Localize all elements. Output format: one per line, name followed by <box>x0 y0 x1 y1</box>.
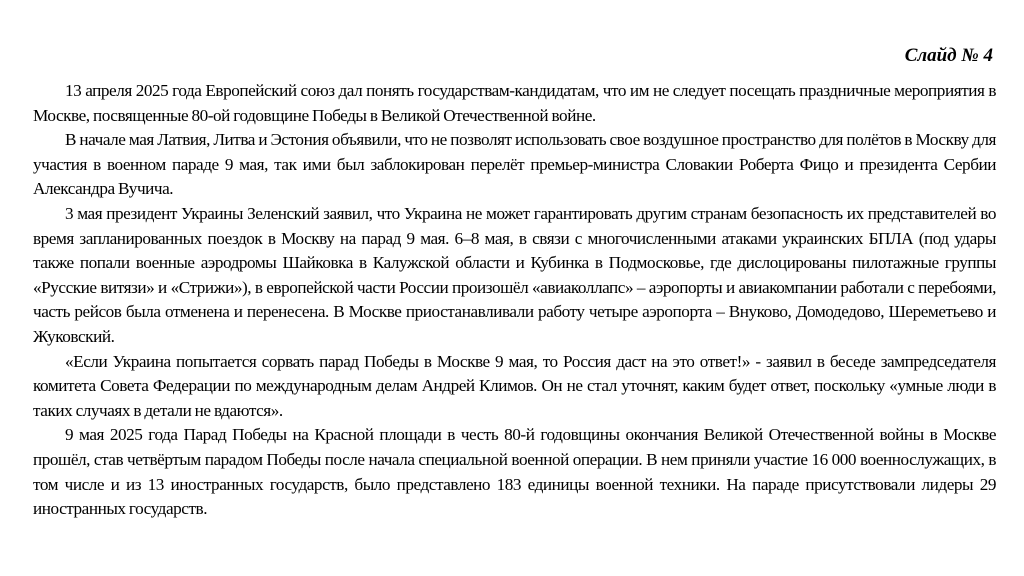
paragraph-victory-parade: 9 мая 2025 года Парад Победы на Красной площади в честь 80-й годовщины окончания Великой Отечественной войны в Москве прошёл, став четвёртым парадом Победы после начала специальной военной операции. В нем приняли участие 16 000 военнослужащих, в том числе и из 13 иностранных государств, было представлено 183 единицы военной техники. На параде присутствовали лидеры 29 иностранных государств. <box>33 425 996 519</box>
paragraph-security-statement: 3 мая президент Украины Зеленский заявил, что Украина не может гарантировать другим странам безопасность их представителей во время запланированных поездок в Москву на парад 9 мая. 6–8 мая, в связи с многочисленными атаками украинских БПЛА (под удары также попали военные аэродромы Шайковка в Калужской области и Кубинка в Подмосковье, где дислоцированы пилотажные группы «Русские витязи» и «Стрижи»), в европейской части России произошёл «авиаколлапс» – аэропорты и авиакомпании работали с перебоями, часть рейсов была отменена и перенесена. В Москве приостанавливали работу четыре аэропорта – Внуково, Домодедово, Шереметьево и Жуковский. <box>33 203 996 346</box>
paragraph-eu-warning: 13 апреля 2025 года Европейский союз дал понять государствам-кандидатам, что им не следует посещать праздничные мероприятия в Москве, посвященные 80-ой годовщине Победы в Великой Отечественной войне. <box>33 81 996 125</box>
paragraph-klimov-quote: «Если Украина попытается сорвать парад Победы в Москве 9 мая, то Россия даст на это ответ!» - заявил в беседе зампредседателя комитета Совета Федерации по международным делам Андрей Климов. Он не стал уточнят, каким будет ответ, поскольку «умные люди в таких случаях в детали не вдаются». <box>33 351 996 420</box>
paragraph-airspace-closure: В начале мая Латвия, Литва и Эстония объявили, что не позволят использовать свое воздушное пространство для полётов в Москву для участия в военном параде 9 мая, так ими был заблокирован перелёт премьер-министра Словакии Роберта Фицо и президента Сербии Александра Вучича. <box>33 130 996 199</box>
slide-number: Слайд № 4 <box>904 45 993 66</box>
slide-body-text <box>33 79 996 522</box>
